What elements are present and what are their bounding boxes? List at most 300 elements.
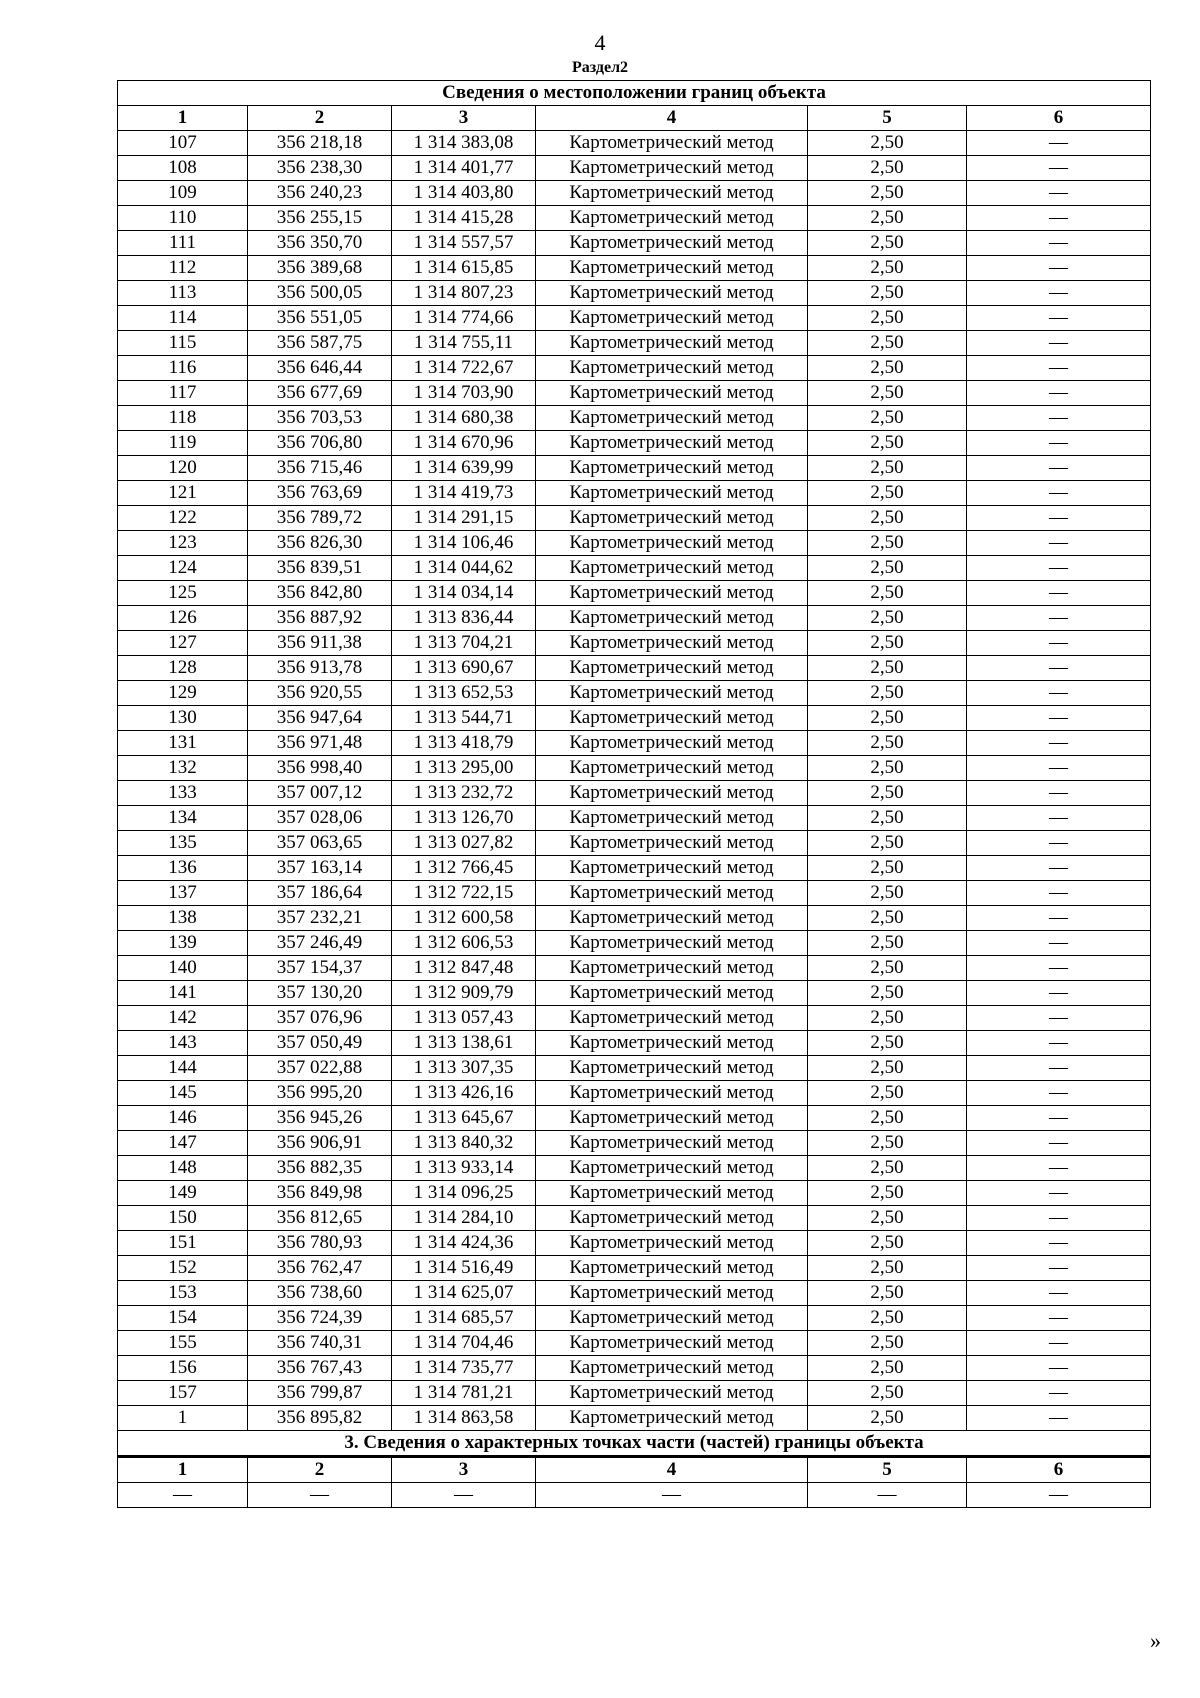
accuracy-cell: 2,50: [808, 556, 967, 581]
description-cell: —: [967, 681, 1151, 706]
y-coordinate-cell: 1 314 044,62: [392, 556, 536, 581]
x-coordinate-cell: 356 240,23: [248, 181, 392, 206]
table-row: [118, 1031, 1151, 1056]
table-row: [118, 131, 1151, 156]
y-coordinate-cell: 1 314 863,58: [392, 1406, 536, 1431]
description-cell: —: [967, 306, 1151, 331]
y-coordinate-cell: 1 313 933,14: [392, 1156, 536, 1181]
description-cell: —: [967, 356, 1151, 381]
description-cell: —: [967, 906, 1151, 931]
accuracy-cell: 2,50: [808, 1256, 967, 1281]
y-coordinate-cell: 1 314 106,46: [392, 531, 536, 556]
method-cell: Картометрический метод: [536, 656, 808, 681]
accuracy-cell: 2,50: [808, 456, 967, 481]
table-row: [118, 956, 1151, 981]
description-cell: —: [967, 1331, 1151, 1356]
description-cell: —: [967, 1256, 1151, 1281]
accuracy-cell: 2,50: [808, 1181, 967, 1206]
point-number-cell: 122: [118, 506, 248, 531]
x-coordinate-cell: 356 839,51: [248, 556, 392, 581]
accuracy-cell: 2,50: [808, 156, 967, 181]
method-cell: Картометрический метод: [536, 206, 808, 231]
y-coordinate-cell: 1 312 606,53: [392, 931, 536, 956]
description-cell: —: [967, 1306, 1151, 1331]
point-number-cell: 108: [118, 156, 248, 181]
description-cell: —: [967, 1056, 1151, 1081]
table-row: [118, 681, 1151, 706]
accuracy-cell: 2,50: [808, 856, 967, 881]
x-coordinate-cell: 356 849,98: [248, 1181, 392, 1206]
y-coordinate-cell: 1 313 704,21: [392, 631, 536, 656]
point-number-cell: 126: [118, 606, 248, 631]
method-cell: Картометрический метод: [536, 1331, 808, 1356]
y-coordinate-cell: 1 313 057,43: [392, 1006, 536, 1031]
point-number-cell: 152: [118, 1256, 248, 1281]
point-number-cell: 120: [118, 456, 248, 481]
method-cell: Картометрический метод: [536, 481, 808, 506]
column-number: 2: [248, 1457, 392, 1483]
y-coordinate-cell: 1 312 909,79: [392, 981, 536, 1006]
method-cell: Картометрический метод: [536, 1031, 808, 1056]
accuracy-cell: 2,50: [808, 331, 967, 356]
table-row: [118, 1231, 1151, 1256]
column-number: 3: [392, 1457, 536, 1483]
description-cell: —: [967, 831, 1151, 856]
table-row: [118, 556, 1151, 581]
table-row: [118, 731, 1151, 756]
description-cell: —: [967, 756, 1151, 781]
x-coordinate-cell: 356 995,20: [248, 1081, 392, 1106]
description-cell: —: [967, 181, 1151, 206]
y-coordinate-cell: 1 314 403,80: [392, 181, 536, 206]
point-number-cell: 149: [118, 1181, 248, 1206]
accuracy-cell: 2,50: [808, 1006, 967, 1031]
table-row: [118, 1181, 1151, 1206]
point-number-cell: 155: [118, 1331, 248, 1356]
column-number: 1: [118, 1457, 248, 1483]
y-coordinate-cell: 1 313 544,71: [392, 706, 536, 731]
method-cell: Картометрический метод: [536, 731, 808, 756]
y-coordinate-cell: 1 314 096,25: [392, 1181, 536, 1206]
method-cell: Картометрический метод: [536, 606, 808, 631]
description-cell: —: [967, 531, 1151, 556]
x-coordinate-cell: 357 163,14: [248, 856, 392, 881]
y-coordinate-cell: 1 313 836,44: [392, 606, 536, 631]
description-cell: —: [967, 556, 1151, 581]
accuracy-cell: 2,50: [808, 256, 967, 281]
x-coordinate-cell: 357 246,49: [248, 931, 392, 956]
table-row: [118, 156, 1151, 181]
point-number-cell: 157: [118, 1381, 248, 1406]
y-coordinate-cell: 1 314 807,23: [392, 281, 536, 306]
x-coordinate-cell: 357 022,88: [248, 1056, 392, 1081]
y-coordinate-cell: 1 314 639,99: [392, 456, 536, 481]
point-number-cell: 129: [118, 681, 248, 706]
table-row: [118, 581, 1151, 606]
method-cell: Картометрический метод: [536, 356, 808, 381]
description-cell: —: [967, 806, 1151, 831]
y-coordinate-cell: 1 313 645,67: [392, 1106, 536, 1131]
y-coordinate-cell: 1 314 703,90: [392, 381, 536, 406]
y-coordinate-cell: 1 314 685,57: [392, 1306, 536, 1331]
point-number-cell: 142: [118, 1006, 248, 1031]
description-cell: —: [967, 1281, 1151, 1306]
table-row: [118, 1106, 1151, 1131]
x-coordinate-cell: 356 895,82: [248, 1406, 392, 1431]
table-row: [118, 1206, 1151, 1231]
column-number: 5: [808, 106, 967, 131]
method-cell: Картометрический метод: [536, 956, 808, 981]
x-coordinate-cell: 356 812,65: [248, 1206, 392, 1231]
x-coordinate-cell: 356 789,72: [248, 506, 392, 531]
description-cell: —: [967, 131, 1151, 156]
accuracy-cell: 2,50: [808, 1356, 967, 1381]
column-number: 4: [536, 106, 808, 131]
point-number-cell: 133: [118, 781, 248, 806]
y-coordinate-cell: 1 313 027,82: [392, 831, 536, 856]
point-number-cell: 140: [118, 956, 248, 981]
description-cell: —: [967, 256, 1151, 281]
table-row: [118, 781, 1151, 806]
description-cell: —: [967, 656, 1151, 681]
point-number-cell: 141: [118, 981, 248, 1006]
table-row: [118, 531, 1151, 556]
accuracy-cell: 2,50: [808, 356, 967, 381]
y-coordinate-cell: 1 313 295,00: [392, 756, 536, 781]
point-number-cell: 118: [118, 406, 248, 431]
x-coordinate-cell: 356 906,91: [248, 1131, 392, 1156]
point-number-cell: 114: [118, 306, 248, 331]
point-number-cell: 136: [118, 856, 248, 881]
table-row: [118, 631, 1151, 656]
method-cell: Картометрический метод: [536, 1306, 808, 1331]
accuracy-cell: 2,50: [808, 1156, 967, 1181]
description-cell: —: [967, 1006, 1151, 1031]
dash-cell: —: [118, 1483, 248, 1508]
y-coordinate-cell: 1 314 615,85: [392, 256, 536, 281]
accuracy-cell: 2,50: [808, 181, 967, 206]
description-cell: —: [967, 931, 1151, 956]
y-coordinate-cell: 1 314 755,11: [392, 331, 536, 356]
x-coordinate-cell: 356 971,48: [248, 731, 392, 756]
point-number-cell: 130: [118, 706, 248, 731]
accuracy-cell: 2,50: [808, 806, 967, 831]
point-number-cell: 111: [118, 231, 248, 256]
description-cell: —: [967, 731, 1151, 756]
method-cell: Картометрический метод: [536, 906, 808, 931]
x-coordinate-cell: 356 677,69: [248, 381, 392, 406]
y-coordinate-cell: 1 314 557,57: [392, 231, 536, 256]
method-cell: Картометрический метод: [536, 931, 808, 956]
x-coordinate-cell: 357 232,21: [248, 906, 392, 931]
point-number-cell: 110: [118, 206, 248, 231]
point-number-cell: 153: [118, 1281, 248, 1306]
accuracy-cell: 2,50: [808, 1381, 967, 1406]
section3-column-number-row: [118, 1457, 1151, 1483]
method-cell: Картометрический метод: [536, 1131, 808, 1156]
method-cell: Картометрический метод: [536, 1231, 808, 1256]
accuracy-cell: 2,50: [808, 831, 967, 856]
x-coordinate-cell: 356 389,68: [248, 256, 392, 281]
table-row: [118, 256, 1151, 281]
y-coordinate-cell: 1 313 652,53: [392, 681, 536, 706]
y-coordinate-cell: 1 314 284,10: [392, 1206, 536, 1231]
table-row: [118, 181, 1151, 206]
column-number: 3: [392, 106, 536, 131]
method-cell: Картометрический метод: [536, 131, 808, 156]
y-coordinate-cell: 1 312 722,15: [392, 881, 536, 906]
method-cell: Картометрический метод: [536, 306, 808, 331]
x-coordinate-cell: 356 920,55: [248, 681, 392, 706]
method-cell: Картометрический метод: [536, 806, 808, 831]
y-coordinate-cell: 1 314 419,73: [392, 481, 536, 506]
method-cell: Картометрический метод: [536, 456, 808, 481]
x-coordinate-cell: 357 007,12: [248, 781, 392, 806]
x-coordinate-cell: 356 763,69: [248, 481, 392, 506]
point-number-cell: 143: [118, 1031, 248, 1056]
description-cell: —: [967, 956, 1151, 981]
accuracy-cell: 2,50: [808, 1206, 967, 1231]
table-row: [118, 1356, 1151, 1381]
x-coordinate-cell: 356 945,26: [248, 1106, 392, 1131]
description-cell: —: [967, 1406, 1151, 1431]
y-coordinate-cell: 1 314 291,15: [392, 506, 536, 531]
y-coordinate-cell: 1 314 774,66: [392, 306, 536, 331]
method-cell: Картометрический метод: [536, 406, 808, 431]
point-number-cell: 127: [118, 631, 248, 656]
accuracy-cell: 2,50: [808, 431, 967, 456]
description-cell: —: [967, 1081, 1151, 1106]
description-cell: —: [967, 1181, 1151, 1206]
description-cell: —: [967, 1381, 1151, 1406]
accuracy-cell: 2,50: [808, 1131, 967, 1156]
point-number-cell: 124: [118, 556, 248, 581]
table-row: [118, 806, 1151, 831]
method-cell: Картометрический метод: [536, 681, 808, 706]
table-row: [118, 1156, 1151, 1181]
dash-cell: —: [536, 1483, 808, 1508]
description-cell: —: [967, 431, 1151, 456]
accuracy-cell: 2,50: [808, 631, 967, 656]
x-coordinate-cell: 356 715,46: [248, 456, 392, 481]
method-cell: Картометрический метод: [536, 156, 808, 181]
method-cell: Картометрический метод: [536, 1156, 808, 1181]
method-cell: Картометрический метод: [536, 331, 808, 356]
accuracy-cell: 2,50: [808, 131, 967, 156]
table-row: [118, 1006, 1151, 1031]
point-number-cell: 116: [118, 356, 248, 381]
x-coordinate-cell: 356 738,60: [248, 1281, 392, 1306]
description-cell: —: [967, 1031, 1151, 1056]
description-cell: —: [967, 981, 1151, 1006]
method-cell: Картометрический метод: [536, 556, 808, 581]
point-number-cell: 138: [118, 906, 248, 931]
y-coordinate-cell: 1 312 847,48: [392, 956, 536, 981]
x-coordinate-cell: 356 887,92: [248, 606, 392, 631]
boundary-table: [117, 80, 1151, 1508]
x-coordinate-cell: 357 050,49: [248, 1031, 392, 1056]
section3-title: 3. Сведения о характерных точках части (частей) границы объекта: [118, 1431, 1151, 1457]
x-coordinate-cell: 356 706,80: [248, 431, 392, 456]
point-number-cell: 139: [118, 931, 248, 956]
section3-empty-row: [118, 1483, 1151, 1508]
accuracy-cell: 2,50: [808, 656, 967, 681]
accuracy-cell: 2,50: [808, 906, 967, 931]
table-title: Сведения о местоположении границ объекта: [118, 81, 1151, 106]
table-row: [118, 1056, 1151, 1081]
method-cell: Картометрический метод: [536, 431, 808, 456]
point-number-cell: 113: [118, 281, 248, 306]
accuracy-cell: 2,50: [808, 706, 967, 731]
description-cell: —: [967, 631, 1151, 656]
x-coordinate-cell: 356 767,43: [248, 1356, 392, 1381]
method-cell: Картометрический метод: [536, 756, 808, 781]
description-cell: —: [967, 331, 1151, 356]
accuracy-cell: 2,50: [808, 781, 967, 806]
accuracy-cell: 2,50: [808, 981, 967, 1006]
x-coordinate-cell: 357 028,06: [248, 806, 392, 831]
description-cell: —: [967, 156, 1151, 181]
page-number: 4: [594, 30, 606, 55]
method-cell: Картометрический метод: [536, 831, 808, 856]
point-number-cell: 135: [118, 831, 248, 856]
x-coordinate-cell: 357 076,96: [248, 1006, 392, 1031]
y-coordinate-cell: 1 314 704,46: [392, 1331, 536, 1356]
point-number-cell: 109: [118, 181, 248, 206]
accuracy-cell: 2,50: [808, 1331, 967, 1356]
y-coordinate-cell: 1 314 383,08: [392, 131, 536, 156]
description-cell: —: [967, 206, 1151, 231]
x-coordinate-cell: 357 063,65: [248, 831, 392, 856]
description-cell: —: [967, 381, 1151, 406]
accuracy-cell: 2,50: [808, 406, 967, 431]
method-cell: Картометрический метод: [536, 631, 808, 656]
table-row: [118, 856, 1151, 881]
x-coordinate-cell: 356 913,78: [248, 656, 392, 681]
x-coordinate-cell: 356 947,64: [248, 706, 392, 731]
table-row: [118, 481, 1151, 506]
method-cell: Картометрический метод: [536, 1081, 808, 1106]
y-coordinate-cell: 1 313 418,79: [392, 731, 536, 756]
table-row: [118, 356, 1151, 381]
y-coordinate-cell: 1 314 722,67: [392, 356, 536, 381]
x-coordinate-cell: 356 998,40: [248, 756, 392, 781]
description-cell: —: [967, 1206, 1151, 1231]
column-number: 6: [967, 1457, 1151, 1483]
point-number-cell: 132: [118, 756, 248, 781]
point-number-cell: 125: [118, 581, 248, 606]
table-row: [118, 906, 1151, 931]
description-cell: —: [967, 581, 1151, 606]
y-coordinate-cell: 1 313 840,32: [392, 1131, 536, 1156]
y-coordinate-cell: 1 313 138,61: [392, 1031, 536, 1056]
y-coordinate-cell: 1 314 424,36: [392, 1231, 536, 1256]
point-number-cell: 145: [118, 1081, 248, 1106]
method-cell: Картометрический метод: [536, 581, 808, 606]
accuracy-cell: 2,50: [808, 606, 967, 631]
dash-cell: —: [967, 1483, 1151, 1508]
table-row: [118, 331, 1151, 356]
accuracy-cell: 2,50: [808, 1056, 967, 1081]
method-cell: Картометрический метод: [536, 1281, 808, 1306]
point-number-cell: 150: [118, 1206, 248, 1231]
section-label: Раздел2: [571, 59, 629, 76]
point-number-cell: 137: [118, 881, 248, 906]
point-number-cell: 128: [118, 656, 248, 681]
table-title-row: [118, 81, 1151, 106]
accuracy-cell: 2,50: [808, 1031, 967, 1056]
accuracy-cell: 2,50: [808, 756, 967, 781]
dash-cell: —: [808, 1483, 967, 1508]
table-row: [118, 431, 1151, 456]
x-coordinate-cell: 356 255,15: [248, 206, 392, 231]
point-number-cell: 115: [118, 331, 248, 356]
table-row: [118, 706, 1151, 731]
point-number-cell: 134: [118, 806, 248, 831]
table-row: [118, 1256, 1151, 1281]
accuracy-cell: 2,50: [808, 506, 967, 531]
method-cell: Картометрический метод: [536, 1006, 808, 1031]
description-cell: —: [967, 1231, 1151, 1256]
method-cell: Картометрический метод: [536, 506, 808, 531]
point-number-cell: 121: [118, 481, 248, 506]
description-cell: —: [967, 1156, 1151, 1181]
accuracy-cell: 2,50: [808, 1406, 967, 1431]
method-cell: Картометрический метод: [536, 856, 808, 881]
table-row: [118, 506, 1151, 531]
x-coordinate-cell: 356 826,30: [248, 531, 392, 556]
description-cell: —: [967, 856, 1151, 881]
x-coordinate-cell: 356 762,47: [248, 1256, 392, 1281]
table-row: [118, 756, 1151, 781]
table-row: [118, 1081, 1151, 1106]
accuracy-cell: 2,50: [808, 481, 967, 506]
accuracy-cell: 2,50: [808, 681, 967, 706]
x-coordinate-cell: 357 186,64: [248, 881, 392, 906]
x-coordinate-cell: 356 646,44: [248, 356, 392, 381]
table-row: [118, 1281, 1151, 1306]
point-number-cell: 131: [118, 731, 248, 756]
table-row: [118, 231, 1151, 256]
method-cell: Картометрический метод: [536, 1356, 808, 1381]
point-number-cell: 148: [118, 1156, 248, 1181]
table-row: [118, 606, 1151, 631]
x-coordinate-cell: 356 740,31: [248, 1331, 392, 1356]
method-cell: Картометрический метод: [536, 1256, 808, 1281]
y-coordinate-cell: 1 313 690,67: [392, 656, 536, 681]
method-cell: Картометрический метод: [536, 281, 808, 306]
table-row: [118, 656, 1151, 681]
method-cell: Картометрический метод: [536, 1206, 808, 1231]
table-row: [118, 206, 1151, 231]
x-coordinate-cell: 357 154,37: [248, 956, 392, 981]
table-row: [118, 381, 1151, 406]
y-coordinate-cell: 1 314 401,77: [392, 156, 536, 181]
description-cell: —: [967, 706, 1151, 731]
table-row: [118, 881, 1151, 906]
table-row: [118, 1331, 1151, 1356]
method-cell: Картометрический метод: [536, 381, 808, 406]
y-coordinate-cell: 1 313 307,35: [392, 1056, 536, 1081]
x-coordinate-cell: 356 911,38: [248, 631, 392, 656]
description-cell: —: [967, 481, 1151, 506]
point-number-cell: 1: [118, 1406, 248, 1431]
method-cell: Картометрический метод: [536, 706, 808, 731]
x-coordinate-cell: 356 799,87: [248, 1381, 392, 1406]
column-number: 5: [808, 1457, 967, 1483]
y-coordinate-cell: 1 314 625,07: [392, 1281, 536, 1306]
x-coordinate-cell: 356 724,39: [248, 1306, 392, 1331]
